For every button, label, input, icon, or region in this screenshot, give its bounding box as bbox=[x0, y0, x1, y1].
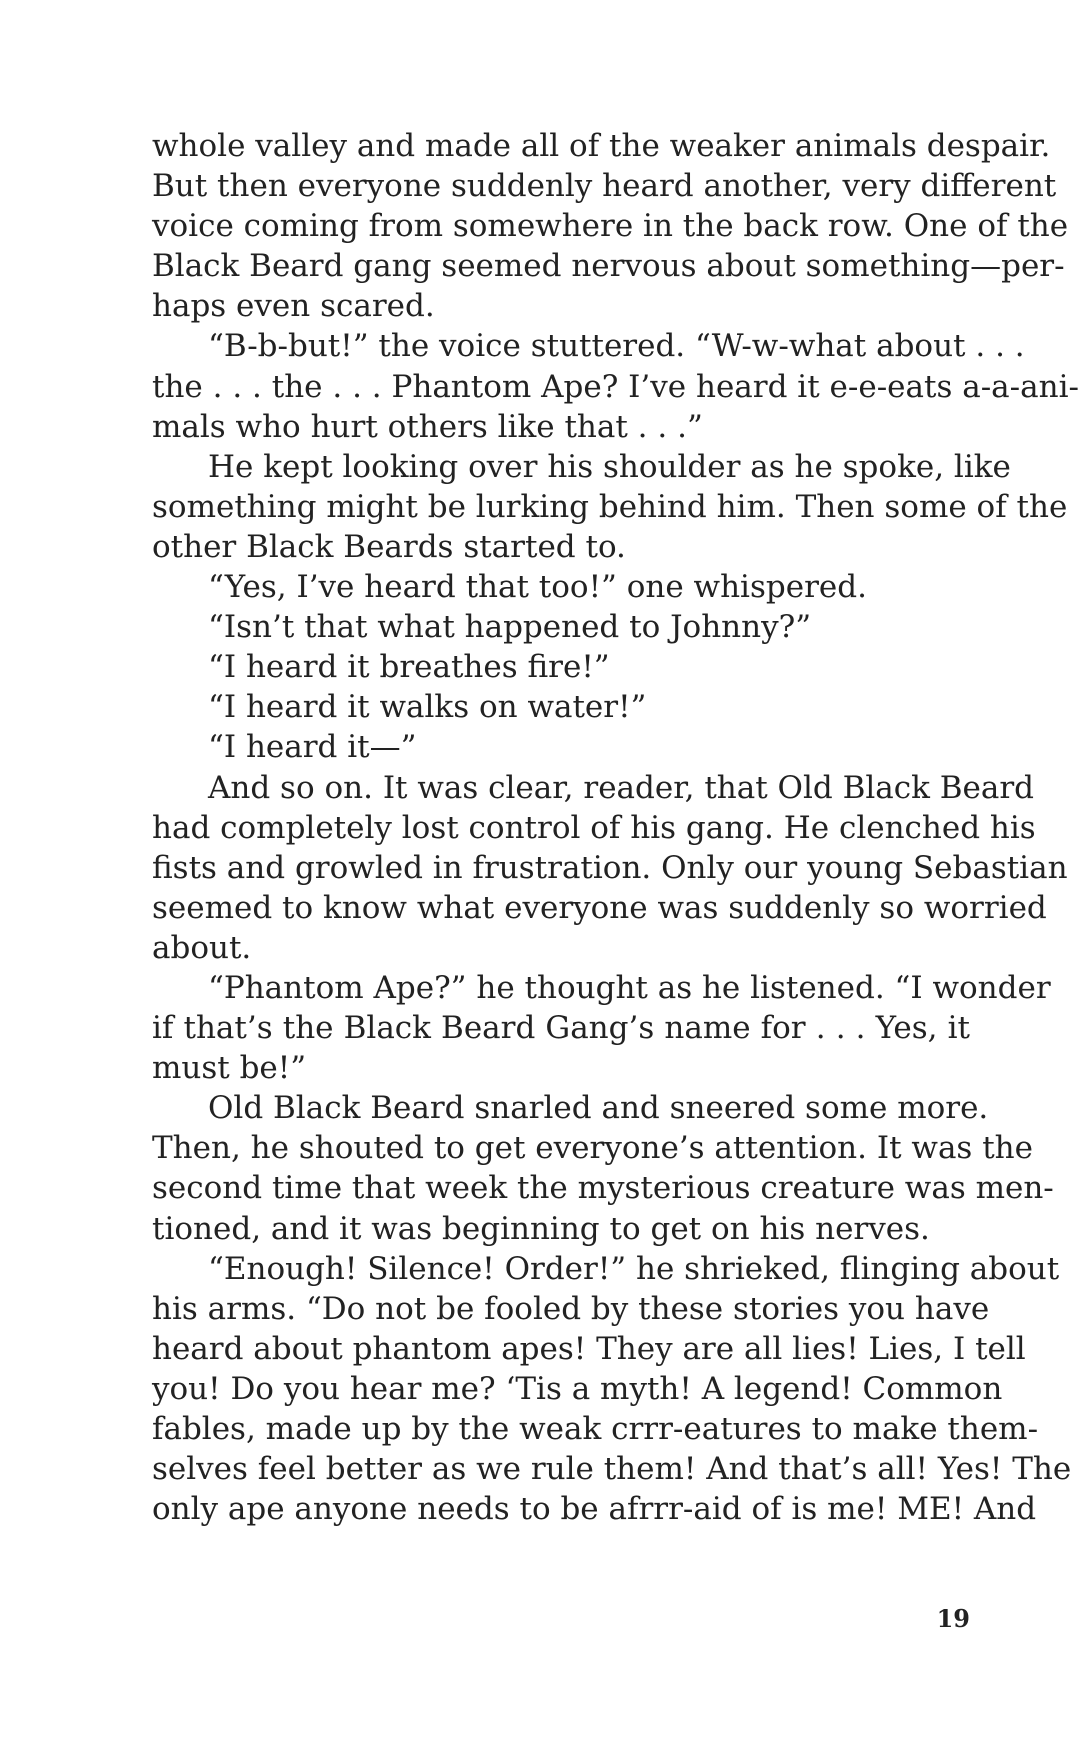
text-line: about. bbox=[152, 929, 252, 966]
text-line: “Isn’t that what happened to Johnny?” bbox=[208, 609, 812, 646]
text-line: if that’s the Black Beard Gang’s name for . . . Yes, it bbox=[152, 1010, 970, 1047]
text-line: voice coming from somewhere in the back row. One of the bbox=[152, 208, 1069, 245]
page-number: 19 bbox=[936, 1604, 970, 1633]
body-text bbox=[152, 126, 1079, 1529]
text-line: had completely lost control of his gang. He clenched his bbox=[152, 809, 1036, 846]
text-line: But then everyone suddenly heard another, very different bbox=[152, 168, 1057, 205]
text-line: Then, he shouted to get everyone’s attention. It was the bbox=[152, 1130, 1033, 1167]
text-line: Old Black Beard snarled and sneered some more. bbox=[208, 1090, 989, 1127]
text-line: Black Beard gang seemed nervous about something—per- bbox=[152, 248, 1065, 285]
text-line: whole valley and made all of the weaker animals despair. bbox=[152, 128, 1051, 164]
text-line: haps even scared. bbox=[152, 288, 435, 325]
text-line: He kept looking over his shoulder as he spoke, like bbox=[208, 448, 1011, 485]
text-line: “Enough! Silence! Order!” he shrieked, flinging about bbox=[208, 1250, 1060, 1287]
text-line: “I heard it—” bbox=[208, 729, 417, 766]
text-line: fables, made up by the weak crrr-eatures to make them- bbox=[152, 1411, 1039, 1447]
text-line: fists and growled in frustration. Only our young Sebastian bbox=[152, 849, 1068, 886]
text-line: something might be lurking behind him. Then some of the bbox=[152, 488, 1068, 525]
text-line: selves feel better as we rule them! And that’s all! Yes! The bbox=[152, 1451, 1072, 1488]
text-line: you! Do you hear me? ‘Tis a myth! A legend! Common bbox=[152, 1370, 1003, 1407]
text-line: only ape anyone needs to be afrrr-aid of is me! ME! And bbox=[152, 1491, 1037, 1528]
text-line: “Phantom Ape?” he thought as he listened. “I wonder bbox=[208, 969, 1051, 1006]
text-line: And so on. It was clear, reader, that Old Black Beard bbox=[208, 769, 1035, 806]
text-line: heard about phantom apes! They are all lies! Lies, I tell bbox=[152, 1330, 1026, 1367]
text-line: second time that week the mysterious creature was men- bbox=[152, 1170, 1054, 1207]
text-line: mals who hurt others like that . . .” bbox=[152, 408, 703, 445]
text-line: seemed to know what everyone was suddenly so worried bbox=[152, 889, 1047, 926]
text-line: “Yes, I’ve heard that too!” one whispered. bbox=[208, 569, 867, 606]
text-line: “B-b-but!” the voice stuttered. “W-w-what about . . . bbox=[208, 328, 1025, 365]
text-line: “I heard it walks on water!” bbox=[208, 689, 647, 726]
text-line: the . . . the . . . Phantom Ape? I’ve heard it e-e-eats a-a-ani- bbox=[152, 368, 1079, 405]
text-line: must be!” bbox=[152, 1050, 307, 1087]
text-line: his arms. “Do not be fooled by these stories you have bbox=[152, 1290, 990, 1327]
text-line: tioned, and it was beginning to get on his nerves. bbox=[152, 1210, 930, 1247]
text-line: “I heard it breathes fire!” bbox=[208, 649, 610, 686]
text-line: other Black Beards started to. bbox=[152, 528, 626, 565]
